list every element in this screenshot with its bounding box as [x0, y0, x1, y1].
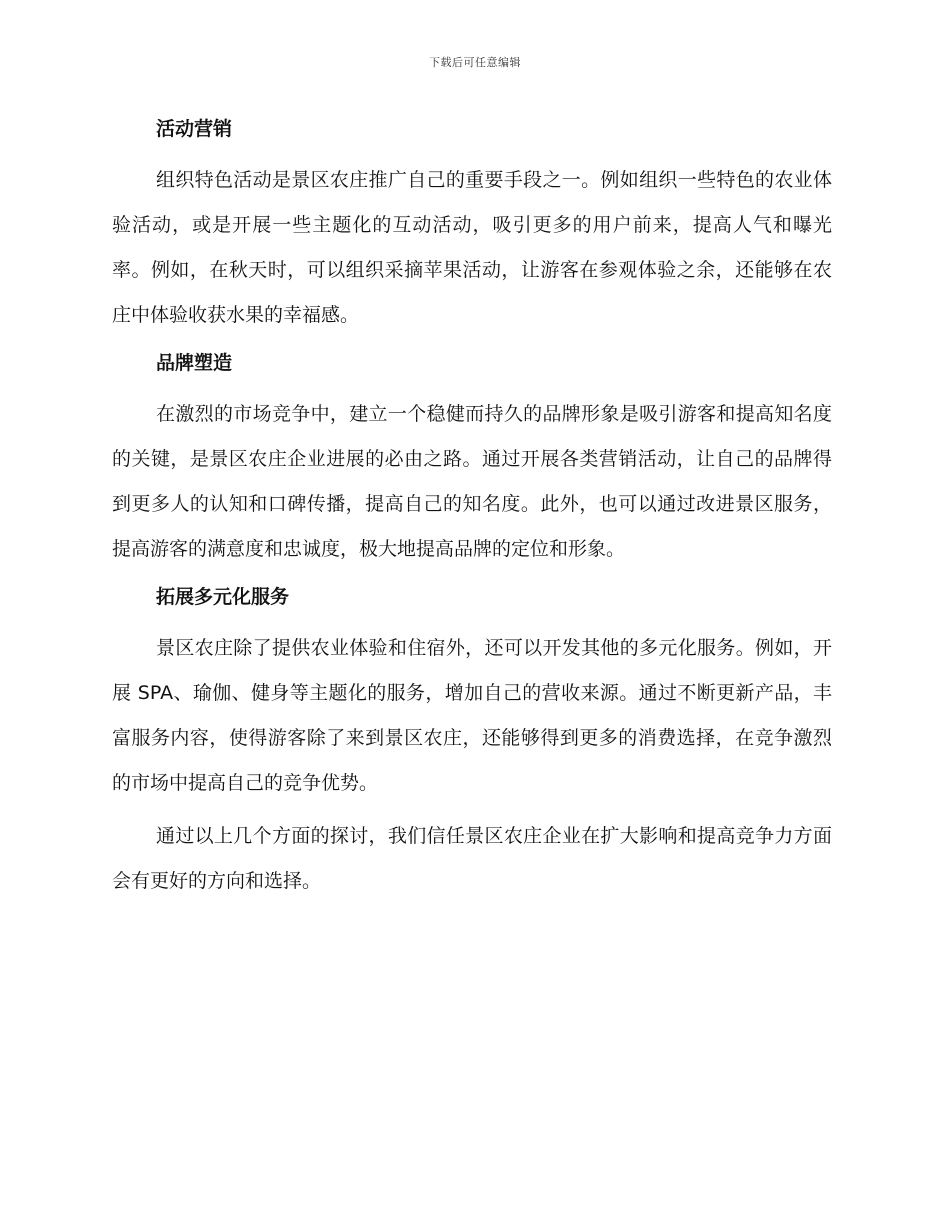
section-heading-activity-marketing: 活动营销	[156, 118, 233, 140]
document-body	[112, 112, 832, 904]
section-paragraph-activity-marketing: 组织特色活动是景区农庄推广自己的重要手段之一。例如组织一些特色的农业体验活动，或是开展一些主题化的互动活动，吸引更多的用户前来，提高人气和曝光率。例如，在秋天时，可以组织采摘苹果活动，让游客在参观体验之余，还能够在农庄中体验收获水果的幸福感。	[112, 169, 832, 326]
section-heading-diversified-services: 拓展多元化服务	[156, 586, 290, 608]
section-paragraph-diversified-services: 景区农庄除了提供农业体验和住宿外，还可以开发其他的多元化服务。例如，开展 SPA、瑜伽、健身等主题化的服务，增加自己的营收来源。通过不断更新产品，丰富服务内容，使得游客除了来到景区农庄，还能够得到更多的消费选择，在竞争激烈的市场中提高自己的竞争优势。	[112, 637, 832, 794]
conclusion-paragraph: 通过以上几个方面的探讨，我们信任景区农庄企业在扩大影响和提高竞争力方面会有更好的方向和选择。	[112, 825, 832, 892]
running-header: 下载后可任意编辑	[429, 56, 521, 69]
section-heading-brand-building: 品牌塑造	[156, 352, 233, 374]
section-paragraph-brand-building: 在激烈的市场竞争中，建立一个稳健而持久的品牌形象是吸引游客和提高知名度的关键，是景区农庄企业进展的必由之路。通过开展各类营销活动，让自己的品牌得到更多人的认知和口碑传播，提高自己的知名度。此外，也可以通过改进景区服务，提高游客的满意度和忠诚度，极大地提高品牌的定位和形象。	[112, 403, 832, 560]
